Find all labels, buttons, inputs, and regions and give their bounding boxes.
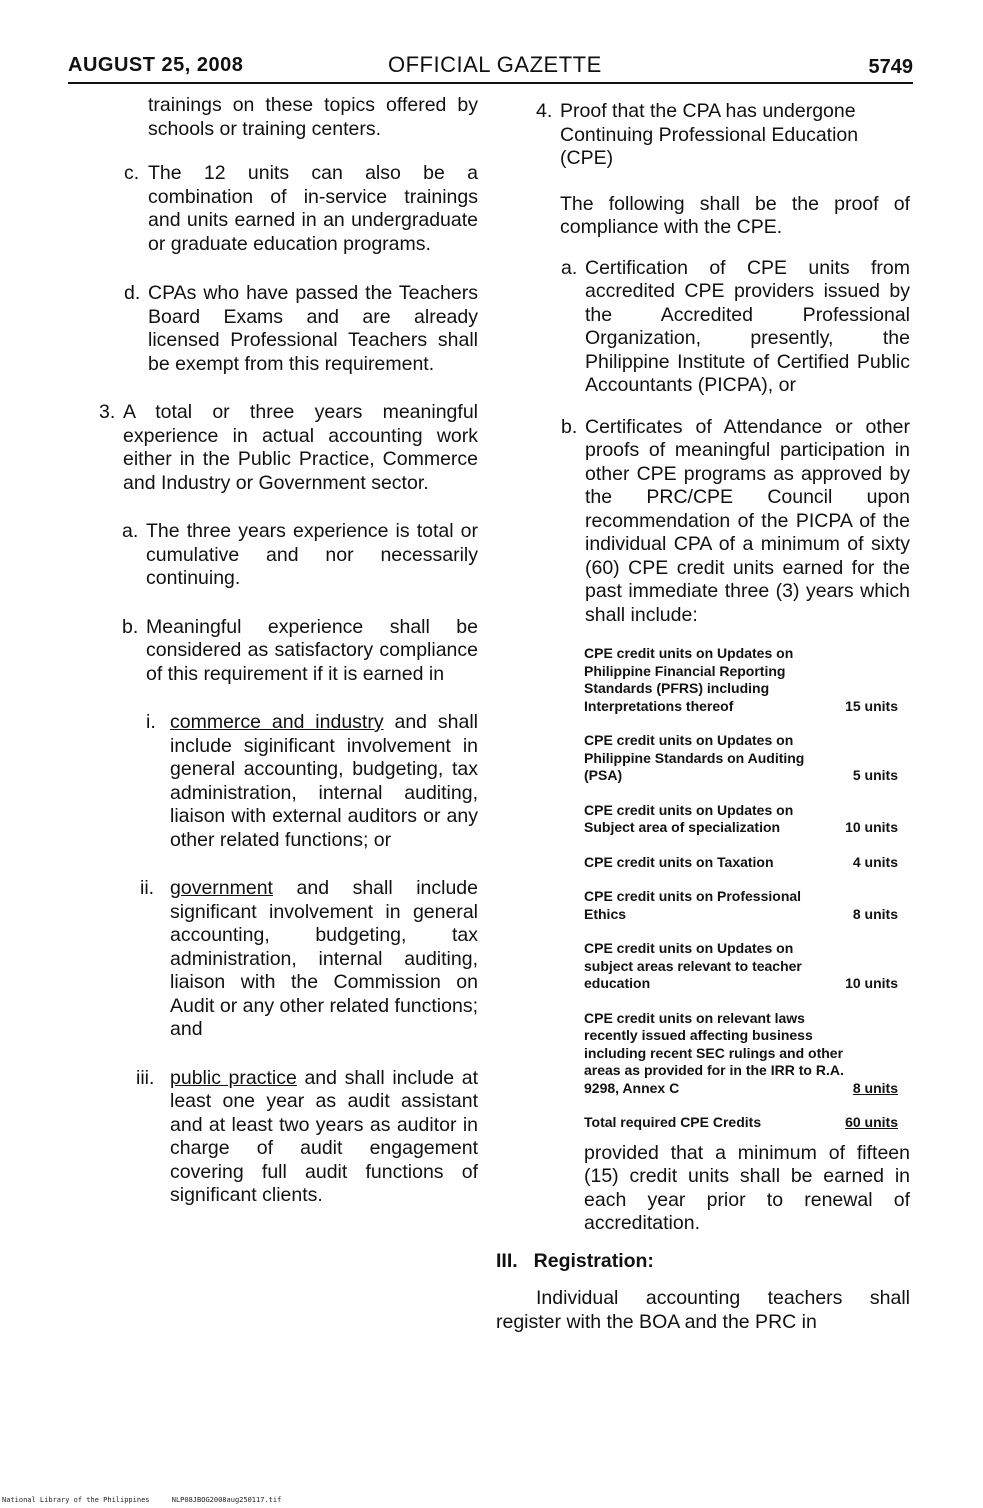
list-item-i (146, 711, 478, 852)
list-text: Proof that the CPA has undergone Continuing Professional Education (CPE) (560, 100, 859, 169)
cpe-description: CPE credit units on Taxation (584, 853, 774, 870)
list-label: b. (561, 415, 578, 438)
cpe-row (584, 854, 902, 872)
footer-file: NLP08JBOG2008aug250117.tif (171, 1496, 282, 1504)
cpe-description: CPE credit units on Updates on subject areas relevant to teacher education (584, 940, 802, 991)
cpe-units: 8 units (852, 1079, 898, 1096)
cpe-units: 10 units (845, 975, 898, 991)
list-label: b. (122, 615, 139, 638)
list-text: CPAs who have passed the Teachers Board Exams and are already licensed Professional Teachers shall be exempt from this requirement. (148, 282, 478, 375)
section-number: III. (496, 1249, 518, 1272)
cpe-description: CPE credit units on Updates on Philippine Financial Reporting Standards (PFRS) including Interpretations thereof (584, 645, 794, 714)
cpe-total-description: Total required CPE Credits (584, 1114, 762, 1130)
list-label: iii. (136, 1066, 155, 1089)
cpe-intro: The following shall be the proof of compliance with the CPE. (560, 192, 910, 238)
cpe-row (584, 645, 902, 715)
cpe-row (584, 1010, 902, 1098)
list-label: c. (124, 162, 140, 184)
section-heading (496, 1250, 910, 1274)
list-text: and shall include siginificant involvement in general accounting, budgeting, tax administration, internal auditing, liaison with external auditors or any other related functions; or (170, 711, 478, 851)
list-item-3b (122, 615, 478, 687)
cpe-description: CPE credit units on Updates on Philippine Standards on Auditing (PSA) (584, 732, 805, 783)
cpe-row (584, 940, 902, 993)
header-page-number: 5749 (868, 56, 913, 78)
cpe-row (584, 888, 902, 923)
list-item-4b (561, 415, 910, 628)
underlined-term: government (170, 877, 273, 899)
cpe-description: CPE credit units on Updates on Subject area of specialization (584, 801, 794, 835)
cpe-description: CPE credit units on Professional Ethics (584, 888, 802, 922)
list-text: and shall include significant involvement in general accounting, budgeting, tax administration, internal auditing, liaison with the Commission on Audit or any other related functions; and (170, 877, 478, 1040)
cpe-row (584, 732, 902, 785)
list-text: Certificates of Attendance or other proofs of meaningful participation in other CPE programs as approved by the PRC/CPE Council upon recommendation of the PICPA of the individual CPA of a minimum of sixty (60) CPE credit units earned for the past immediate three (3) years which shall include: (585, 415, 910, 626)
list-item-d (124, 282, 478, 376)
list-item-3 (99, 401, 478, 495)
right-column (496, 94, 910, 1334)
cpe-units: 10 units (845, 819, 898, 835)
list-item-4 (536, 100, 910, 171)
scan-footer (2, 1496, 299, 1504)
header-title: OFFICIAL GAZETTE (388, 52, 602, 77)
list-text: A total or three years meaningful experience in actual accounting work either in the Public Practice, Commerce and Industry or Government sector. (123, 401, 478, 494)
list-label: 4. (536, 100, 553, 122)
list-item-iii (136, 1066, 478, 1208)
cpe-credits-table (584, 645, 902, 1132)
header-date: AUGUST 25, 2008 (68, 54, 244, 76)
list-text: The three years experience is total or cumulative and nor necessarily continuing. (146, 520, 478, 589)
underlined-term: public practice (170, 1066, 297, 1089)
list-text: The 12 units can also be a combination of in-service trainings and units earned in an undergraduate or graduate education programs. (148, 162, 478, 255)
list-label: a. (122, 520, 139, 542)
list-item-3a (122, 520, 478, 591)
continuation-text: trainings on these topics offered by schools or training centers. (148, 94, 478, 140)
cpe-total-row (584, 1114, 902, 1132)
footer-library: National Library of the Philippines (2, 1496, 150, 1504)
list-item-ii (140, 877, 478, 1042)
proviso-text: provided that a minimum of fifteen (15) credit units shall be earned in each year prior to renewal of accreditation. (584, 1141, 910, 1234)
cpe-description: CPE credit units on relevant laws recently issued affecting business including recent SEC rulings and other areas as provided for in the IRR to R.A. 9298, Annex C (584, 1009, 844, 1096)
cpe-row (584, 802, 902, 837)
list-label: ii. (140, 877, 155, 899)
cpe-units: 8 units (852, 905, 898, 922)
list-text: and shall include at least one year as audit assistant and at least two years as auditor in charge of audit engagement covering full audit functions of significant clients. (170, 1066, 478, 1206)
header-rule (68, 82, 913, 84)
list-label: d. (124, 282, 141, 304)
list-text: Meaningful experience shall be considered as satisfactory compliance of this requirement if it is earned in (146, 615, 478, 685)
list-label: a. (561, 256, 578, 279)
cpe-units: 15 units (845, 697, 898, 714)
cpe-units: 4 units (852, 853, 898, 870)
section-title: Registration: (533, 1249, 654, 1272)
list-label: i. (146, 711, 156, 733)
registration-paragraph: Individual accounting teachers shall register with the BOA and the PRC in (496, 1287, 910, 1333)
underlined-term: commerce and industry (170, 711, 384, 733)
left-column (68, 94, 478, 1208)
list-text: Certification of CPE units from accredited CPE providers issued by the Accredited Professional Organization, presently, the Philippine Institute of Certified Public Accountants (PICPA), or (585, 256, 910, 396)
page-header (68, 50, 913, 84)
cpe-units: 5 units (852, 767, 898, 783)
list-item-c (124, 162, 478, 256)
list-item-4a (561, 256, 910, 398)
cpe-total-units: 60 units (845, 1114, 898, 1130)
list-label: 3. (99, 401, 116, 423)
